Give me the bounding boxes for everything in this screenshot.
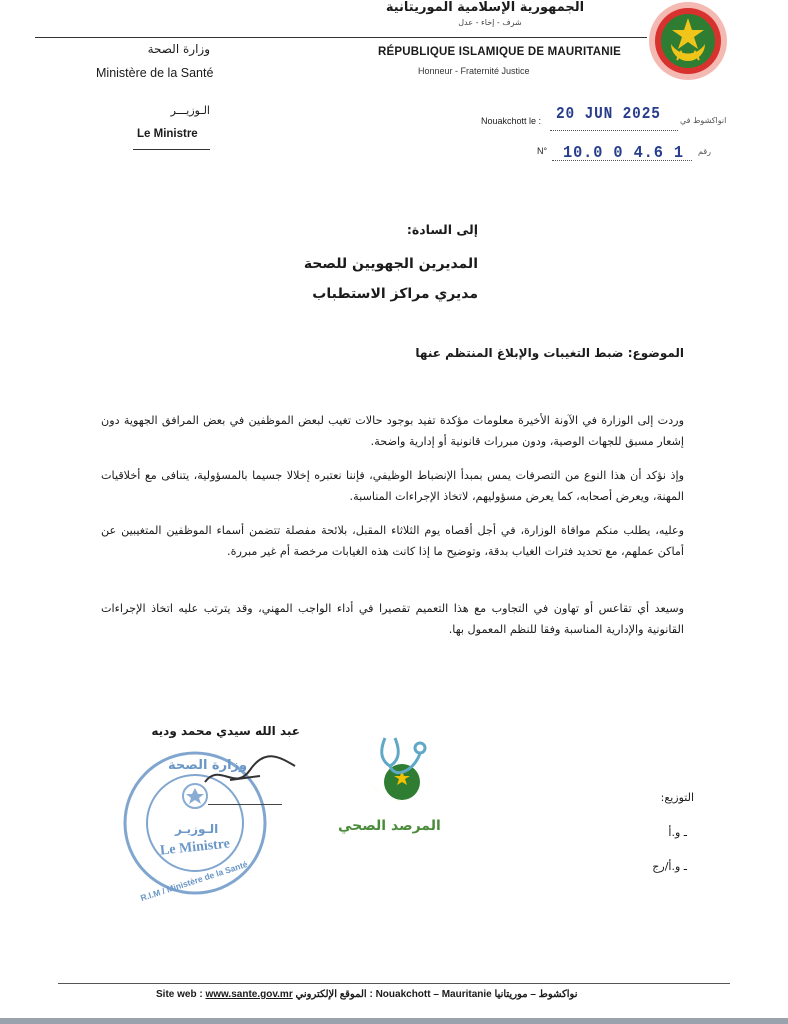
stamp-text-fr: Le Ministre: [159, 836, 231, 859]
subject-line: الموضوع: ضبط التغيبات والإبلاغ المنتظم عنها: [415, 346, 684, 360]
minister-title-fr: Le Ministre: [137, 128, 198, 140]
motto-ar: شرف - إخاء - عدل: [458, 18, 522, 27]
stamp-ring-text: R.I.M / Ministère de la Santé: [139, 858, 249, 904]
republic-title-ar: الجمهورية الإسلامية الموريتانية: [385, 0, 585, 15]
distribution-title: التوزيع:: [660, 791, 694, 804]
watermark-label: المرصد الصحي: [338, 818, 441, 834]
handwritten-signature: [200, 752, 300, 802]
date-stamp: 20 JUN 2025: [556, 105, 661, 124]
addressee-line-2: مديري مراكز الاستطباب: [312, 286, 478, 302]
ministry-name-fr: Ministère de la Santé: [96, 66, 214, 80]
signature-line: [208, 804, 282, 805]
footer-divider: [58, 983, 730, 984]
header-divider: [35, 37, 647, 38]
number-label: N°: [537, 146, 548, 156]
number-label-ar: رقم: [698, 147, 712, 156]
health-observatory-logo-icon: [350, 730, 440, 815]
date-label-ar: انواكشوط في: [680, 116, 727, 125]
body-paragraph-3: وعليه، يطلب منكم موافاة الوزارة، في أجل أقصاه يوم الثلاثاء المقبل، بلائحة مفصلة تتضمن أسماء الموظفين المتغيبين عن أماكن عملهم، مع تحديد فترات الغياب بدقة، وتوضيح ما إذا كانت هذه الغيابات مرخصة أم غير مبررة.: [101, 524, 684, 558]
republic-title-fr: RÉPUBLIQUE ISLAMIQUE DE MAURITANIE: [378, 46, 621, 58]
distribution-item: ـ و.أ: [668, 826, 687, 839]
body-paragraph-4: وسيعد أي تقاعس أو تهاون في التجاوب مع هذا التعميم تقصيرا في أداء الواجب المهني، وقد يترتب عليه اتخاذ الإجراءات القانونية والإدارية المناسبة وفقا للنظم المعمول بها.: [101, 602, 684, 636]
motto-fr: Honneur - Fraternité Justice: [418, 66, 530, 76]
footer: [156, 989, 578, 1000]
signatory-name: عبد الله سيدي محمد وديه: [151, 724, 300, 738]
addressee-intro: إلى السادة:: [406, 222, 478, 237]
stamp-text-ar: الـوزيـر: [175, 822, 219, 836]
bottom-edge: [0, 1018, 788, 1024]
body-paragraph-1: وردت إلى الوزارة في الآونة الأخيرة معلومات مؤكدة تفيد بوجود حالات تغيب لبعض الموظفين في بعض المرافق الجهوية دون إشعار مسبق للجهات الوصية، ودون مبررات قانونية أو إدارية واضحة.: [101, 414, 684, 448]
date-dotted-line: [550, 130, 678, 131]
national-seal-icon: [641, 0, 735, 82]
footer-website-link[interactable]: www.sante.gov.mr: [205, 989, 293, 1000]
footer-address-fr: Nouakchott – Mauritanie: [375, 989, 492, 1000]
number-stamp: 10.0 0 4.6 1: [563, 144, 684, 163]
footer-site-label: Site web :: [156, 989, 203, 1000]
number-dotted-line: [552, 160, 692, 161]
minister-title-ar: الـوزيـــر: [170, 104, 210, 117]
stamp-top-text: وزارة الصحة: [168, 758, 248, 773]
footer-address-ar: نواكشوط – موريتانيا: [494, 989, 578, 1000]
ministry-name-ar: وزارة الصحة: [147, 42, 210, 56]
footer-site-label-ar: الموقع الإلكتروني :: [295, 989, 373, 1000]
addressee-line-1: المديرين الجهويين للصحة: [303, 256, 478, 272]
place-label: Nouakchott le :: [481, 116, 542, 126]
minister-underline: [133, 149, 210, 150]
distribution-item: ـ و.أ/رج: [652, 860, 687, 873]
body-paragraph-2: وإذ نؤكد أن هذا النوع من التصرفات يمس بمبدأ الإنضباط الوظيفي، فإننا نعتبره إخلالا جسيما بالمسؤولية، يتنافى مع أخلاقيات المهنة، ويعرض أصحابه، كما يعرض مسؤوليهم، لاتخاذ الإجراءات المناسبة.: [101, 469, 684, 503]
